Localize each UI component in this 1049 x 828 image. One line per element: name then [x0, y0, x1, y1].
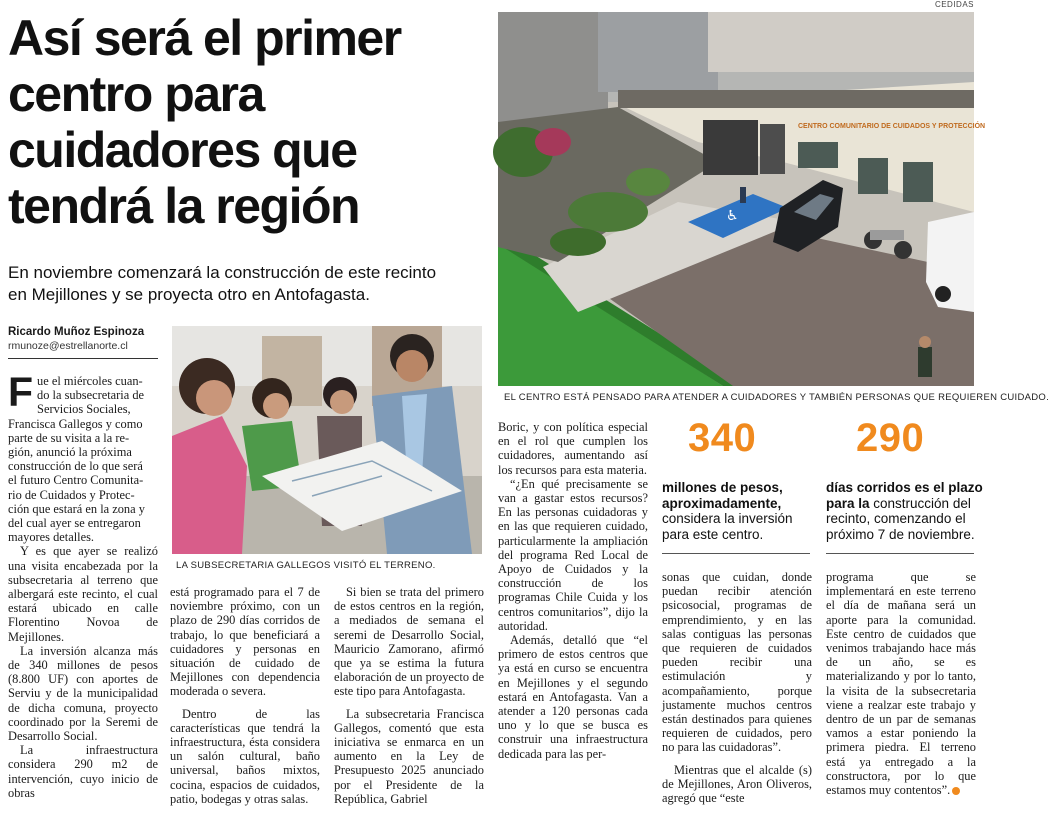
wheelchair-icon: ♿	[726, 208, 739, 224]
stat-fragment: construcción del	[869, 495, 971, 511]
author-email: rmunoze@estrellanorte.cl	[8, 340, 128, 352]
visit-illustration	[172, 326, 482, 554]
paragraph: Además, detalló que “el primero de estos centros que ya está en curso se encuentra en Mejillones y el segundo estará en Antofagasta. Van a atender a 120 personas cada uno y lo que se busca es construir una infraestructura dedicada para las per-	[498, 633, 648, 761]
article-column-3	[334, 585, 484, 806]
text-line: ción que estará en la zona y	[8, 501, 145, 516]
text-line: do la subsecretaria de	[37, 388, 145, 403]
paragraph: está programado para el 7 de noviembre próximo, con un plazo de 290 días corridos de trabajo, lo que beneficiará a cuidadores y personas en situación de cuidado de Mejillones con dependencia moderada o severa.	[170, 585, 320, 699]
building-sign: CENTRO COMUNITARIO DE CUIDADOS Y PROTECCIÓN	[798, 123, 986, 130]
text-line: rio de Cuidados y Protec-	[8, 487, 135, 502]
stat-divider	[826, 553, 974, 554]
byline	[8, 326, 158, 352]
stat-divider	[662, 553, 810, 554]
paragraph: Dentro de las características que tendrá la infraestructura, ésta considera un salón cultural, baño universal, baños mixtos, cocina, espacios de cuidados, patio, bodegas y otras salas.	[170, 706, 320, 806]
render-image	[498, 12, 986, 386]
article-column-6	[826, 570, 976, 797]
paragraph: Y es que ayer se realizó una visita encabezada por la subsecretaria al terreno que albergará este recinto, el cual estará ubicado en calle Florentino Novoa de Mejillones.	[8, 544, 158, 644]
text-line: Francisca Gallegos y como	[8, 416, 143, 431]
stat-bold-line: aproximadamente,	[662, 495, 782, 511]
article-column-1	[8, 369, 158, 800]
paragraph: Si bien se trata del primero de estos centros en la región, a mediados de semana el seremi de Desarrollo Social, Mauricio Zamorano, afirmó que ya se estima la futura elaboración de un proyecto de este tipo para Antofagasta.	[334, 585, 484, 699]
paragraph-text: programa que se implementará en este terreno el día de mañana será un aporte para la comunidad. Este centro de cuidados que venimos trabajando hace más de un año, se es materializando y por lo tanto, la visita de la subsecretaria viene a realzar este trabajo y dentro de un par de semanas vamos a estar poniendo la primera piedra. El terreno está ya entregado a la constructora, por lo que estamos muy contentos”.	[826, 570, 976, 798]
render-illustration	[498, 12, 986, 386]
paragraph: La inversión alcanza más de 340 millones de pesos (8.800 UF) con aportes de Serviu y de la municipalidad de dicha comuna, proyecto coordinado por la Seremi de Desarrollo Social.	[8, 643, 158, 744]
deck-line: en Mejillones y se proyecta otro en Antofagasta.	[8, 285, 370, 304]
render-caption: EL CENTRO ESTÁ PENSADO PARA ATENDER A CUIDADORES Y TAMBIÉN PERSONAS QUE REQUIEREN CUIDADO.	[504, 392, 1049, 403]
author-name: Ricardo Muñoz Espinoza	[8, 326, 145, 338]
stat-bold-line: días corridos es el plazo	[826, 480, 983, 495]
end-mark-icon	[952, 787, 960, 795]
stat-bold-line: millones de pesos,	[662, 480, 783, 495]
stat-line: recinto, comenzando el	[826, 511, 966, 526]
byline-divider	[8, 358, 158, 359]
text-line: parte de su visita a la re-	[8, 430, 130, 445]
stat-number-days: 290	[856, 416, 925, 460]
stat-number-investment: 340	[688, 416, 757, 460]
drop-cap: F	[8, 369, 34, 415]
text-line: gión, anunció la próxima	[8, 445, 132, 460]
stat-line: considera la inversión	[662, 511, 793, 526]
headline-line: centro para	[8, 66, 264, 122]
paragraph: Boric, y con política especial en el rol que cumplen los cuidadores, aumentando así los recursos para esta materia.	[498, 420, 648, 477]
text-line: mayores detalles.	[8, 530, 95, 545]
headline-line: tendrá la región	[8, 178, 360, 234]
paragraph: Mientras que el alcalde (s) de Mejillones, Aron Oliveros, agregó que “este	[662, 762, 812, 806]
deck	[8, 262, 483, 306]
photo-caption: LA SUBSECRETARIA GALLEGOS VISITÓ EL TERRENO.	[176, 560, 436, 571]
stat-bold-fragment: para la	[826, 495, 870, 511]
article-column-4	[498, 420, 648, 761]
paragraph: sonas que cuidan, donde puedan recibir atención psicosocial, programas de emprendimiento, y en las salas contiguas las personas que requieren de cuidados pueden recibir una estimulación y acompañamiento, porque justamente muchos centros están destinados para quienes requieren de cuidados, pero no para las cuidadoras”.	[662, 570, 812, 755]
headline-line: cuidadores que	[8, 122, 357, 178]
stat-text-days	[826, 480, 983, 542]
paragraph: La subsecretaria Francisca Gallegos, comentó que esta iniciativa se enmarca en un aumento en la Ley de Presupuesto 2025 anunciado por el Presidente de la República, Gabriel	[334, 706, 484, 806]
text-line: el futuro Centro Comunita-	[8, 473, 144, 488]
visit-photo	[172, 326, 482, 554]
headline-line: Así será el primer	[8, 10, 401, 66]
stat-line: para este centro.	[662, 526, 764, 542]
paragraph: La infraestructura considera 290 m2 de intervención, cuyo inicio de obras	[8, 743, 158, 800]
text-line: construcción de lo que será	[8, 459, 143, 474]
photo-credit: CEDIDAS	[934, 0, 974, 9]
paragraph	[826, 570, 976, 797]
paragraph: “¿En qué precisamente se van a gastar estos recursos? En las personas cuidadoras y en las que requieren cuidado, particularmente la ampliación del programa Red Local de Apoyo de Cuidados y la construcción de los programas Chile Cuida y los centros comunitarios”, dijo la autoridad.	[498, 476, 648, 633]
headline	[8, 10, 478, 234]
article-column-2	[170, 585, 320, 806]
deck-line: En noviembre comenzará la construcción de este recinto	[8, 263, 437, 282]
text-line: ue el miércoles cuan-	[37, 374, 143, 388]
article-column-5	[662, 570, 812, 805]
text-line: Servicios Sociales,	[37, 402, 131, 417]
stat-text-investment	[662, 480, 793, 542]
stat-line: próximo 7 de noviembre.	[826, 526, 975, 542]
text-line: del cual ayer se entregaron	[8, 516, 141, 531]
